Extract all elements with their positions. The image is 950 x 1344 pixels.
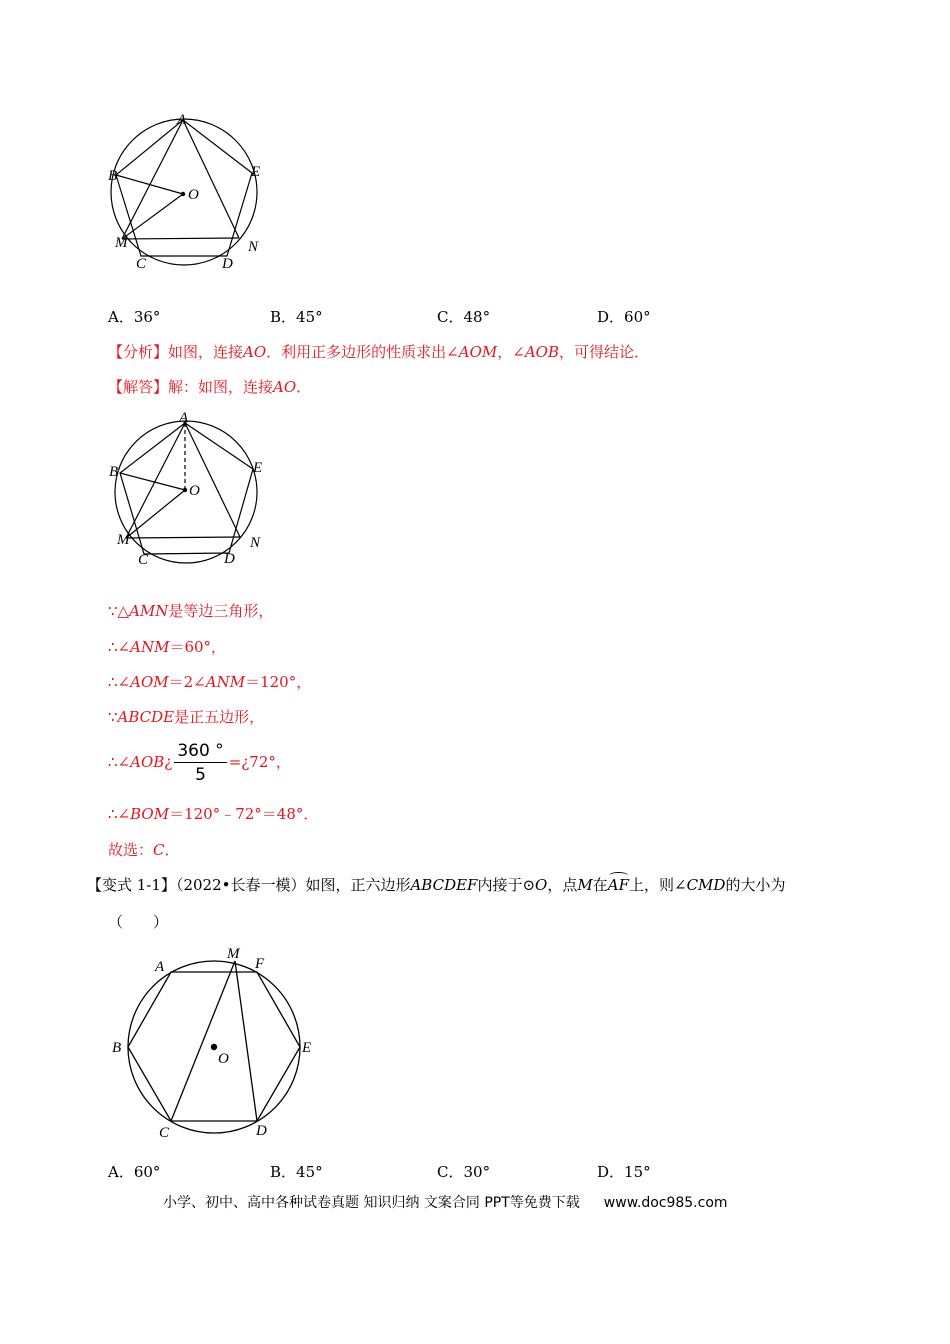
step-3	[108, 671, 311, 692]
label-M: M	[117, 532, 130, 548]
fraction-numerator: 360 °	[174, 741, 226, 763]
figure-pentagon-1	[100, 105, 280, 275]
label-M: M	[227, 946, 240, 962]
answer-var: AO	[273, 378, 297, 396]
analysis-text: 如图，连接	[168, 343, 244, 361]
step-text: =¿72°，	[228, 753, 291, 771]
analysis-text: ，∠	[497, 343, 525, 361]
label-F: F	[255, 956, 265, 972]
q2-var: CMD	[686, 876, 726, 894]
option-b[interactable]: B．45°	[270, 308, 323, 326]
step-text: ∴∠	[108, 753, 131, 771]
footer-link[interactable]: www.doc985.com	[603, 1195, 728, 1211]
label-A: A	[177, 112, 187, 128]
option-d[interactable]: D．60°	[597, 308, 651, 326]
step-var: ANM	[205, 673, 246, 691]
step-text: ¿	[164, 753, 173, 771]
label-C: C	[138, 552, 149, 568]
q2-text: 上，则∠	[629, 876, 687, 894]
label-M: M	[115, 235, 128, 251]
q2-options	[108, 1161, 708, 1181]
label-N: N	[248, 239, 259, 255]
step-6	[108, 803, 318, 824]
label-A: A	[179, 410, 189, 426]
analysis-line	[108, 341, 649, 362]
answer-tag: 【解答】	[108, 378, 169, 396]
step-text: ∵	[108, 708, 118, 726]
answer-line	[108, 376, 311, 397]
step-var: ANM	[130, 638, 170, 656]
q2-text: 内接于⊙	[477, 876, 536, 894]
fraction-denominator: 5	[195, 765, 206, 785]
step-7	[108, 839, 180, 860]
analysis-tag: 【分析】	[108, 343, 169, 361]
step-5	[108, 741, 291, 785]
fraction	[174, 741, 226, 785]
analysis-var: AO	[243, 343, 267, 361]
option-c[interactable]: C．30°	[437, 1163, 491, 1181]
q2-var: M	[577, 876, 593, 894]
step-var: ABCDE	[117, 708, 175, 726]
q2-text: 的大小为	[725, 876, 786, 894]
label-D: D	[256, 1123, 267, 1139]
label-D: D	[224, 551, 235, 567]
analysis-text: ，可得结论．	[558, 343, 649, 361]
figure-pentagon-2	[100, 403, 280, 573]
analysis-var: AOM	[458, 343, 498, 361]
analysis-text: ．利用正多边形的性质求出∠	[266, 343, 459, 361]
q2-text: 在	[592, 876, 608, 894]
q2-stem	[87, 874, 785, 895]
q2-tag: 【变式 1-1】	[87, 876, 176, 894]
step-text: ∴∠	[108, 673, 131, 691]
option-c[interactable]: C．48°	[437, 308, 491, 326]
option-a[interactable]: A．60°	[108, 1163, 161, 1181]
label-C: C	[136, 256, 147, 272]
label-B: B	[112, 1040, 122, 1056]
step-text: 故选：	[108, 841, 154, 859]
option-d[interactable]: D．15°	[597, 1163, 651, 1181]
step-text: 是正五边形，	[174, 708, 265, 726]
label-E: E	[302, 1040, 312, 1056]
figure-hexagon	[105, 940, 325, 1145]
q2-paren: （ ）	[108, 913, 169, 931]
q2-text: （2022•长春一模）如图，正六边形	[175, 876, 411, 894]
step-1	[108, 600, 273, 621]
label-C: C	[159, 1125, 170, 1141]
answer-text: 解：如图，连接	[168, 378, 274, 396]
q2-var: O	[535, 876, 548, 894]
step-var: BOM	[130, 805, 170, 823]
label-E: E	[251, 164, 261, 180]
label-N: N	[250, 535, 261, 551]
step-2	[108, 636, 226, 657]
step-text: ＝120°，	[245, 673, 312, 691]
label-O: O	[218, 1051, 229, 1067]
answer-text: ．	[296, 378, 312, 396]
footer-text: 小学、初中、高中各种试卷真题 知识归纳 文案合同 PPT等免费下载	[163, 1195, 580, 1211]
option-a[interactable]: A．36°	[108, 308, 161, 326]
step-text: ＝2∠	[168, 673, 206, 691]
label-E: E	[253, 460, 263, 476]
label-B: B	[108, 168, 118, 184]
q2-var: ABCDEF	[410, 876, 478, 894]
step-var: AMN	[129, 602, 169, 620]
page-footer	[163, 1192, 728, 1212]
step-text: ∴∠	[108, 805, 131, 823]
option-b[interactable]: B．45°	[270, 1163, 323, 1181]
label-D: D	[222, 256, 233, 272]
label-O: O	[188, 187, 199, 203]
step-var: AOM	[130, 673, 169, 691]
label-A: A	[155, 959, 165, 975]
step-var: C	[153, 841, 165, 859]
step-var: AOB	[130, 753, 165, 771]
step-text: ∴∠	[108, 638, 131, 656]
q2-text: ，点	[547, 876, 578, 894]
q1-options	[108, 306, 708, 326]
label-O: O	[189, 483, 200, 499]
label-B: B	[109, 464, 119, 480]
step-text: ．	[164, 841, 180, 859]
step-text: ＝120°﹣72°＝48°．	[169, 805, 319, 823]
step-text: 是等边三角形，	[168, 602, 274, 620]
q2-arc: AF	[607, 876, 629, 894]
step-4	[108, 706, 264, 727]
analysis-var: AOB	[524, 343, 559, 361]
step-text: ∵△	[108, 602, 130, 620]
step-text: ＝60°，	[169, 638, 227, 656]
